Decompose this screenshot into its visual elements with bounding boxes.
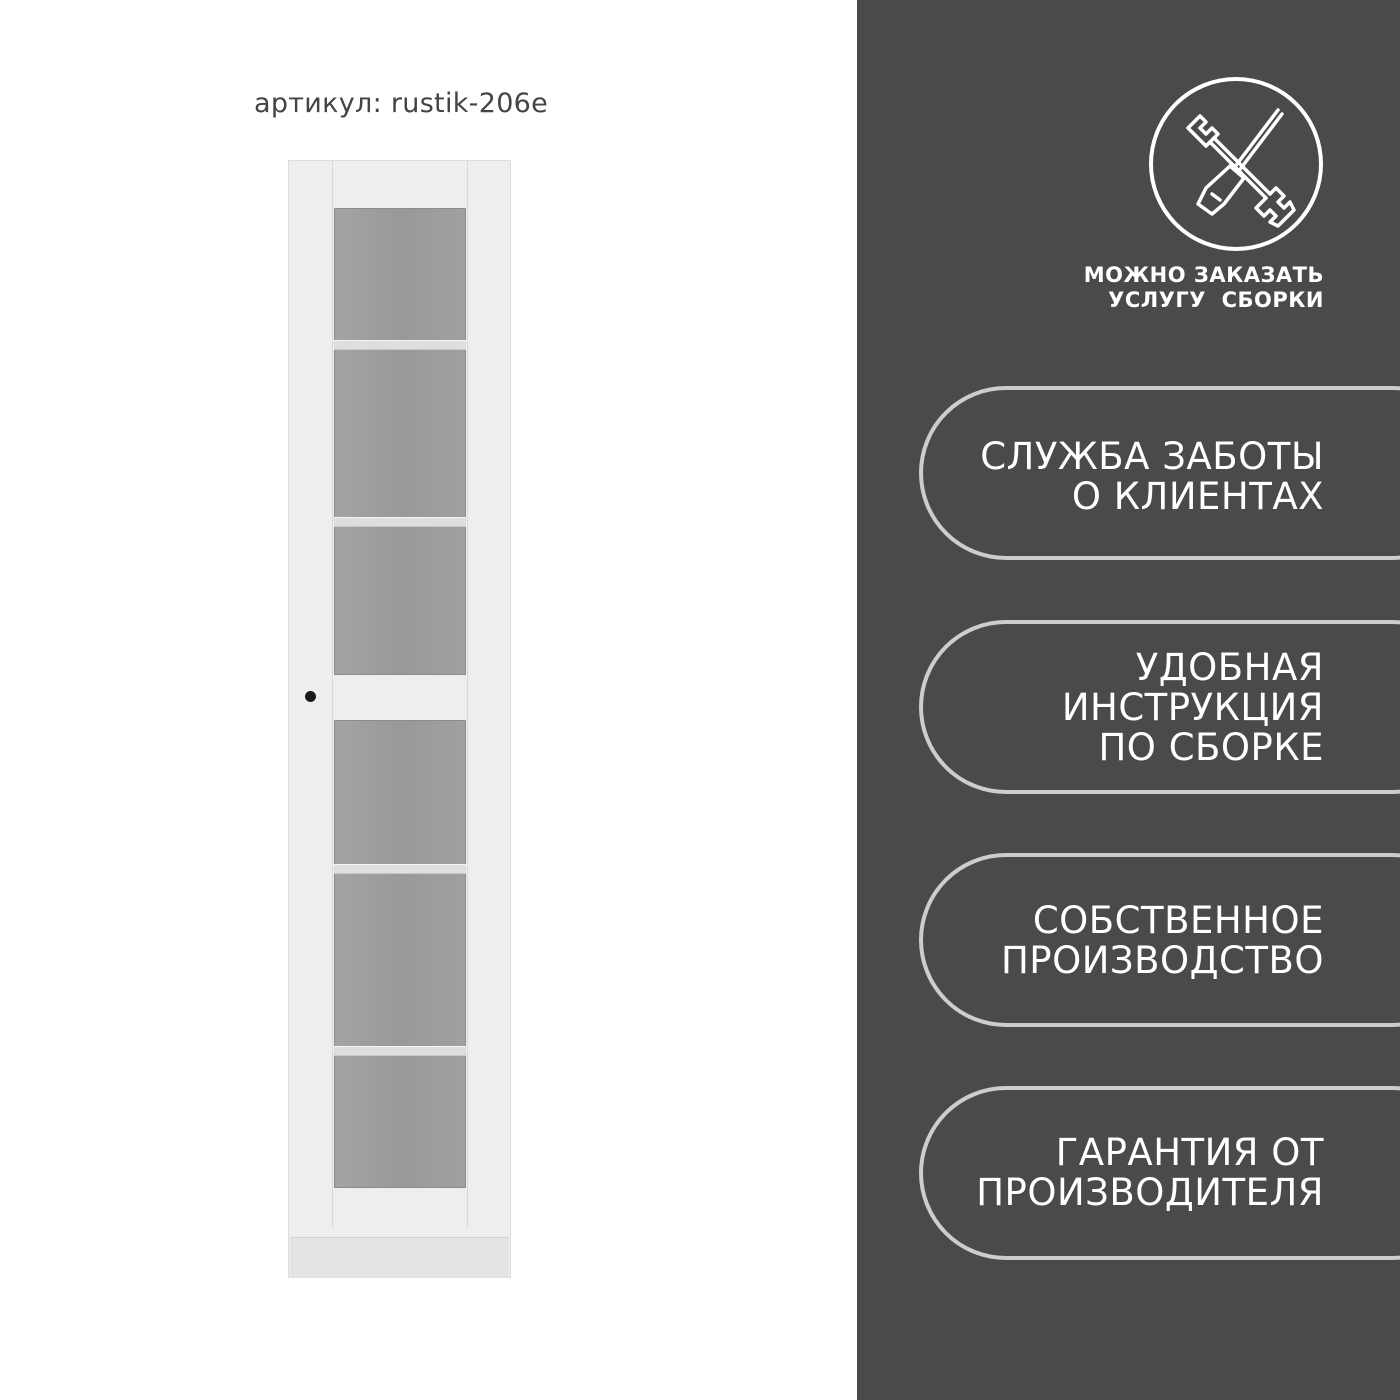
feature-line: ГАРАНТИЯ ОТ — [1055, 1131, 1324, 1174]
assembly-line: УСЛУГУ СБОРКИ — [1108, 288, 1324, 312]
feature-line: ПРОИЗВОДИТЕЛЯ — [976, 1171, 1324, 1214]
cabinet-illustration — [288, 160, 511, 1278]
assembly-service-label — [1084, 263, 1324, 313]
assembly-line: МОЖНО ЗАКАЗАТЬ — [1083, 263, 1324, 287]
shelf — [334, 340, 466, 350]
cabinet-plinth — [290, 1237, 509, 1278]
feature-line: СОБСТВЕННОЕ — [1032, 899, 1324, 942]
shelf — [334, 864, 466, 874]
door-knob — [305, 691, 316, 702]
feature-line: СЛУЖБА ЗАБОТЫ — [980, 435, 1324, 478]
feature-text-production — [1001, 901, 1324, 981]
feature-line: ПО СБОРКЕ — [1098, 726, 1324, 769]
feature-line: ПРОИЗВОДСТВО — [1000, 939, 1324, 982]
article-number: артикул: rustik-206e — [254, 88, 549, 119]
feature-text-warranty — [976, 1133, 1324, 1213]
feature-line: УДОБНАЯ — [1135, 646, 1324, 689]
feature-text-instructions — [1062, 648, 1324, 768]
shelf — [334, 517, 466, 527]
feature-text-customer-care — [980, 437, 1324, 517]
feature-line: ИНСТРУКЦИЯ — [1061, 686, 1324, 729]
glass-panel-upper — [334, 208, 466, 675]
feature-line: О КЛИЕНТАХ — [1071, 475, 1324, 518]
glass-panel-lower — [334, 720, 466, 1188]
shelf — [334, 1046, 466, 1056]
wrench-screwdriver-icon — [1148, 76, 1324, 252]
